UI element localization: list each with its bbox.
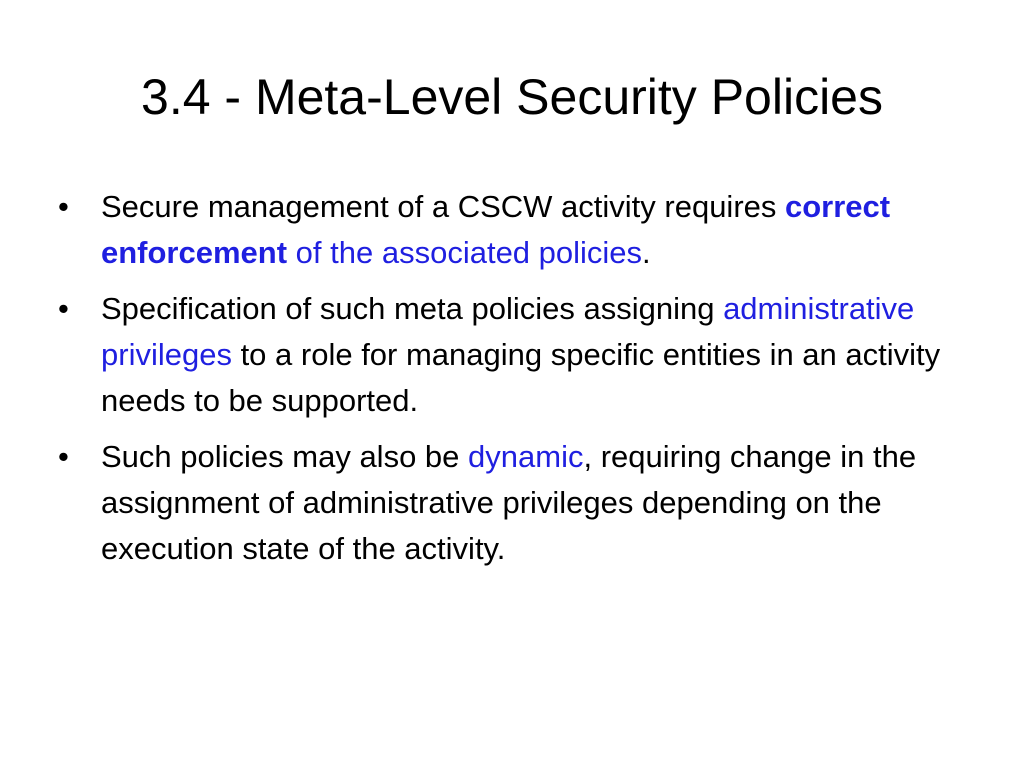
- bullet-dot-icon: •: [58, 439, 69, 474]
- bullet-text: Secure management of a CSCW activity requires: [101, 189, 785, 224]
- bullet-text: .: [642, 235, 651, 270]
- bullet-item: [50, 286, 950, 424]
- bullet-list: [50, 184, 950, 582]
- emphasis-text-bold: correct enforcement: [101, 189, 891, 270]
- bullet-text: , requiring change in the assignment of administrative privileges depending on the execution state of the activity.: [101, 439, 917, 566]
- spacer-text: [287, 235, 296, 270]
- bullet-item: [50, 434, 950, 572]
- slide-title: 3.4 - Meta-Level Security Policies: [141, 69, 883, 125]
- bullet-text: to a role for managing specific entities in an activity needs to be supported.: [101, 337, 941, 418]
- bullet-text: Such policies may also be: [101, 439, 469, 474]
- bullet-dot-icon: •: [58, 189, 69, 224]
- emphasis-text: administrative privileges: [101, 291, 915, 372]
- emphasis-text: of the associated policies: [295, 235, 643, 270]
- emphasis-text: dynamic: [468, 439, 584, 474]
- bullet-text: Specification of such meta policies assigning: [101, 291, 724, 326]
- bullet-item: [50, 184, 950, 276]
- bullet-dot-icon: •: [58, 291, 69, 326]
